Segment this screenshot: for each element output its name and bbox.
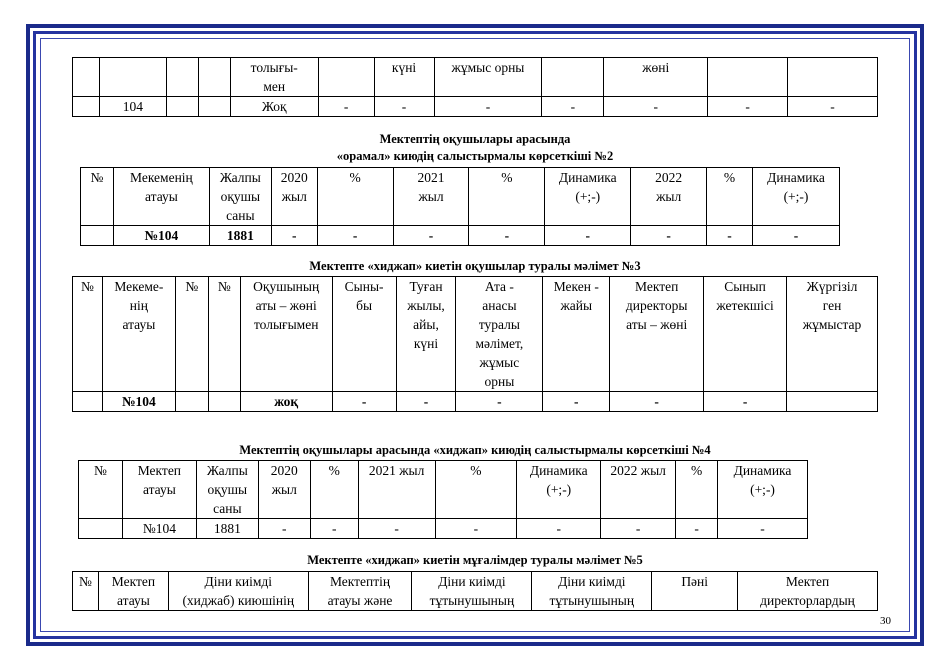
table-cell: - [317, 226, 393, 246]
table-header-cell: Сыны- бы [332, 277, 396, 392]
table-cell: - [708, 97, 788, 117]
table-header-cell: Мектеп директорлардың [738, 572, 878, 611]
table-3-data-row [73, 392, 878, 412]
table-cell: - [610, 392, 704, 412]
table-cell: - [318, 97, 374, 117]
table-cell: - [707, 226, 753, 246]
table-header-cell: % [707, 168, 753, 226]
table-header-cell: Мекен - жайы [543, 277, 610, 392]
table-cell: - [543, 392, 610, 412]
table-header-cell: № [208, 277, 240, 392]
table-header-cell: 2022 жыл [601, 461, 676, 519]
table-cell: - [517, 519, 601, 539]
table-cell [787, 392, 878, 412]
table-cell [198, 58, 230, 97]
page-number: 30 [880, 615, 891, 627]
table-header-cell: 2022 жыл [631, 168, 707, 226]
table-header-cell: № [73, 277, 103, 392]
table-cell: күні [374, 58, 434, 97]
table-3-header-row [73, 277, 878, 392]
table-cell: Жоқ [230, 97, 318, 117]
table-cell: 104 [99, 97, 166, 117]
table-cell [166, 97, 198, 117]
table-header-cell: Мектептің атауы және [308, 572, 412, 611]
table-cell: - [601, 519, 676, 539]
table-4-header-row [79, 461, 808, 519]
table-cell: 1881 [196, 519, 258, 539]
table-cell [208, 392, 240, 412]
table-2-caption-line-1: Мектептің оқушылары арасында [379, 132, 571, 146]
table-cell [99, 58, 166, 97]
table-cell: - [310, 519, 358, 539]
table-cell [175, 392, 208, 412]
table-header-cell: Мектеп атауы [122, 461, 196, 519]
table-header-cell: № [81, 168, 114, 226]
table-1-data-row [73, 97, 878, 117]
table-cell: - [374, 97, 434, 117]
table-header-cell: Мекеме- нің атауы [102, 277, 175, 392]
table-header-cell: 2020 жыл [271, 168, 317, 226]
table-1 [72, 57, 878, 117]
table-cell: - [396, 392, 456, 412]
table-header-cell: Туған жылы, айы, күні [396, 277, 456, 392]
table-cell: №104 [102, 392, 175, 412]
table-header-cell: 2021 жыл [393, 168, 469, 226]
table-header-cell: Мектеп директоры аты – жөні [610, 277, 704, 392]
table-header-cell: Ата - анасы туралы мәлімет, жұмыс орны [456, 277, 543, 392]
table-cell: жоқ [240, 392, 332, 412]
table-header-cell: Діни киімді тұтынушының [412, 572, 532, 611]
table-cell: толығы- мен [230, 58, 318, 97]
table-cell [542, 58, 604, 97]
table-cell: - [704, 392, 787, 412]
table-header-cell: Діни киімді тұтынушының [532, 572, 652, 611]
table-cell [73, 392, 103, 412]
table-header-cell: № [73, 572, 99, 611]
table-cell: - [456, 392, 543, 412]
table-1-header-row [73, 58, 878, 97]
table-3 [72, 276, 878, 412]
table-cell [318, 58, 374, 97]
table-cell: - [718, 519, 808, 539]
table-cell [79, 519, 123, 539]
table-header-cell: № [79, 461, 123, 519]
table-cell [198, 97, 230, 117]
table-cell: - [358, 519, 435, 539]
table-cell: - [545, 226, 631, 246]
table-cell [166, 58, 198, 97]
table-header-cell: № [175, 277, 208, 392]
table-header-cell: Пәні [652, 572, 738, 611]
table-2-data-row [81, 226, 840, 246]
table-header-cell: % [469, 168, 545, 226]
table-header-cell: Динамика (+;-) [753, 168, 840, 226]
table-4-data-row [79, 519, 808, 539]
table-header-cell: 2021 жыл [358, 461, 435, 519]
table-2 [80, 167, 840, 246]
table-header-cell: Динамика (+;-) [517, 461, 601, 519]
table-2-caption-line-2: «орамал» киюдің салыстырмалы көрсеткіші №2 [336, 149, 614, 163]
table-header-cell: 2020 жыл [258, 461, 310, 519]
table-cell [73, 97, 100, 117]
table-cell: - [469, 226, 545, 246]
table-header-cell: % [310, 461, 358, 519]
table-cell: - [753, 226, 840, 246]
table-cell [788, 58, 878, 97]
table-cell: - [332, 392, 396, 412]
table-header-cell: Діни киімді (хиджаб) киюшінің [168, 572, 308, 611]
table-4-caption: Мектептің оқушылары арасында «хиджап» киюдің салыстырмалы көрсеткіші №4 [239, 443, 711, 457]
table-5-caption: Мектепте «хиджап» киетін мұғалімдер туралы мәлімет №5 [307, 553, 643, 567]
table-cell: 1881 [209, 226, 271, 246]
table-4 [78, 460, 808, 539]
table-header-cell: % [317, 168, 393, 226]
table-cell: жөні [604, 58, 708, 97]
table-3-caption: Мектепте «хиджап» киетін оқушылар туралы мәлімет №3 [309, 259, 641, 273]
table-header-cell: Сынып жетекшісі [704, 277, 787, 392]
table-cell: - [393, 226, 469, 246]
table-cell [81, 226, 114, 246]
table-cell: №104 [113, 226, 209, 246]
table-cell: - [604, 97, 708, 117]
table-header-cell: Жалпы оқушы саны [196, 461, 258, 519]
table-cell: - [788, 97, 878, 117]
table-header-cell: % [676, 461, 718, 519]
table-5-header-row [73, 572, 878, 611]
table-cell: - [271, 226, 317, 246]
table-header-cell: Жалпы оқушы саны [209, 168, 271, 226]
table-2-header-row [81, 168, 840, 226]
table-header-cell: Жүргізіл ген жұмыстар [787, 277, 878, 392]
table-header-cell: Динамика (+;-) [545, 168, 631, 226]
table-cell [708, 58, 788, 97]
table-header-cell: % [435, 461, 517, 519]
table-cell: - [631, 226, 707, 246]
table-header-cell: Мекеменің атауы [113, 168, 209, 226]
table-header-cell: Динамика (+;-) [718, 461, 808, 519]
table-5 [72, 571, 878, 611]
table-cell [73, 58, 100, 97]
table-cell: - [542, 97, 604, 117]
table-cell: жұмыс орны [434, 58, 542, 97]
table-cell: - [258, 519, 310, 539]
table-cell: - [676, 519, 718, 539]
table-header-cell: Мектеп атауы [98, 572, 168, 611]
table-cell: - [435, 519, 517, 539]
table-cell: - [434, 97, 542, 117]
table-header-cell: Оқушының аты – жөні толығымен [240, 277, 332, 392]
table-cell: №104 [122, 519, 196, 539]
